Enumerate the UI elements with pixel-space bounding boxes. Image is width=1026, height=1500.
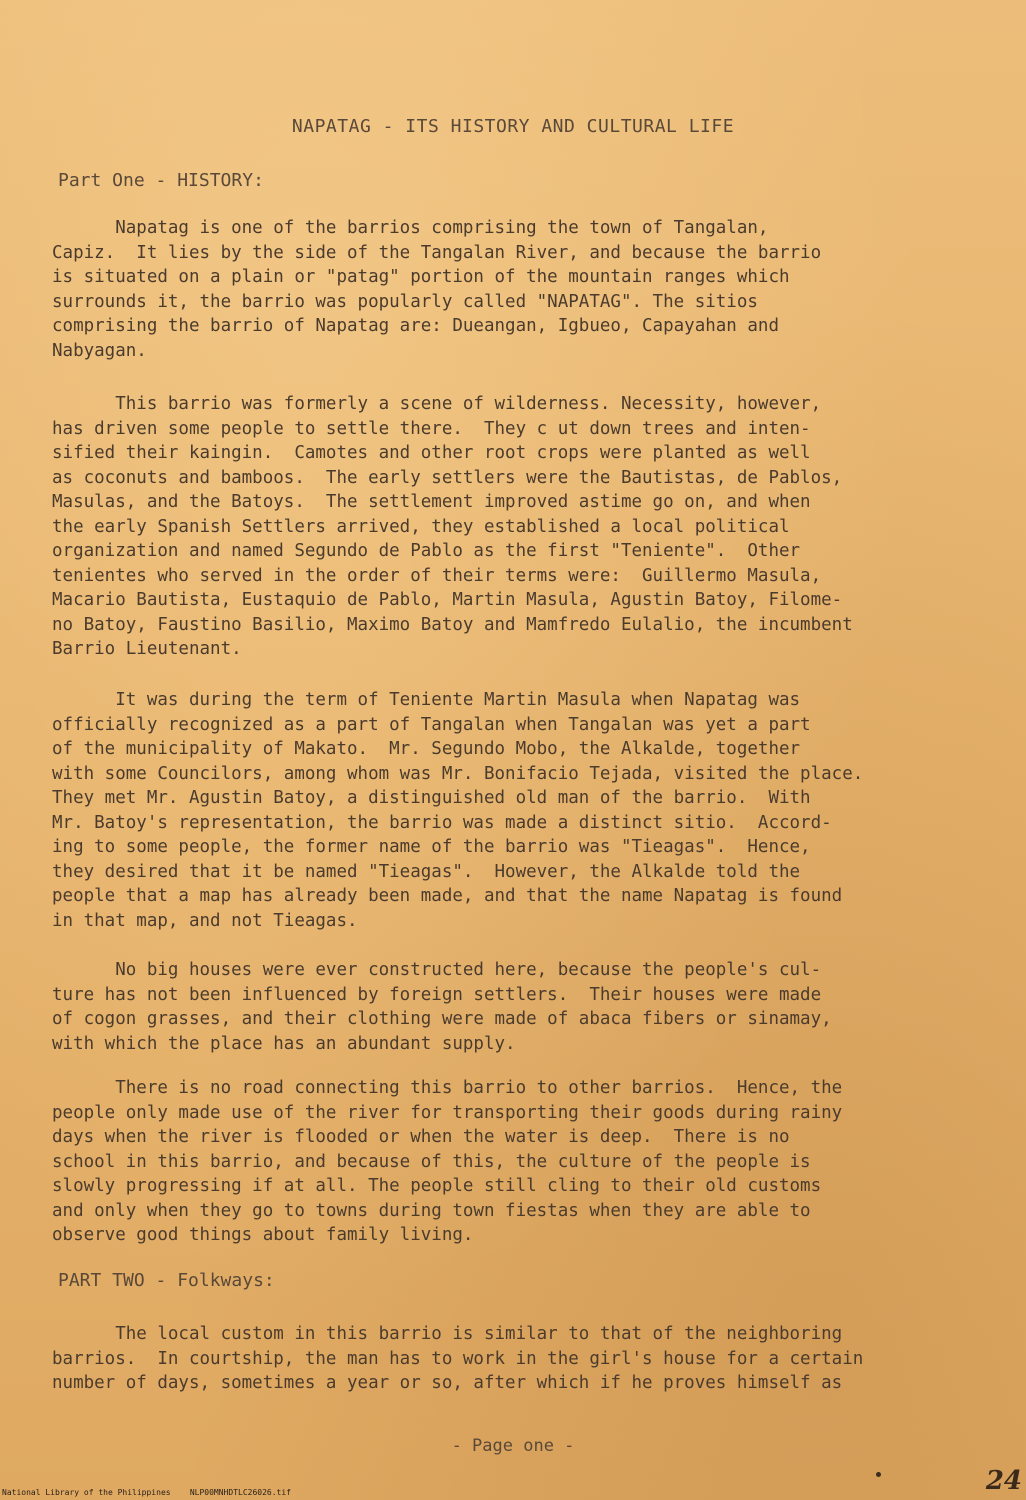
document-title: NAPATAG - ITS HISTORY AND CULTURAL LIFE [291, 116, 735, 137]
page-footer: - Page one - [451, 1436, 575, 1456]
paragraph-3: It was during the term of Teniente Martin Masula when Napatag was officially recognized as a part of Tangalan when Tangalan was yet a part of the municipality of Makato. Mr. Segundo Mobo, the Alkalde, together with some Councilors, among whom was Mr. Bonifacio Tejada, visited the place. They met Mr. Agustin Batoy, a distinguished old man of the barrio. With Mr. Batoy's representation, the barrio was made a distinct sitio. Accord- ing to some people, the former name of the barrio was "Tieagas". Hence, they desired that it be named "Tieagas". However, the Alkalde told the people that a map has already been made, and that the name Napatag is found in that map, and not Tieagas. [52, 690, 864, 931]
paragraph-6: The local custom in this barrio is similar to that of the neighboring barrios. In courtship, the man has to work in the girl's house for a certain number of days, sometimes a year or so, after which if he proves himself as [52, 1324, 864, 1393]
handwritten-page-number: 24 [985, 1466, 1022, 1496]
part-two-heading: PART TWO - Folkways: [58, 1270, 275, 1291]
paragraph-2: This barrio was formerly a scene of wilderness. Necessity, however, has driven some people to settle there. They c ut down trees and inten- sified their kaingin. Camotes and other root crops were planted as well as coconuts and bamboos. The early settlers were the Bautistas, de Pablos, Masulas, and the Batoys. The settlement improved astime go on, and when the early Spanish Settlers arrived, they established a local political organization and named Segundo de Pablo as the first "Teniente". Other tenientes who served in the order of their terms were: Guillermo Masula, Macario Bautista, Eustaquio de Pablo, Martin Masula, Agustin Batoy, Filome- no Batoy, Faustino Basilio, Maximo Batoy and Mamfredo Eulalio, the incumbent Barrio Lieutenant. [52, 394, 853, 659]
part-one-heading: Part One - HISTORY: [58, 170, 264, 191]
paragraph-4: No big houses were ever constructed here, because the people's cul- ture has not been influenced by foreign settlers. Their houses were made of cogon grasses, and their clothing were made of abaca fibers or sinamay, with which the place has an abundant supply. [52, 960, 832, 1054]
ink-spot [876, 1472, 881, 1477]
paragraph-5: There is no road connecting this barrio to other barrios. Hence, the people only made use of the river for transporting their goods during rainy days when the river is flooded or when the water is deep. There is no school in this barrio, and because of this, the culture of the people is slowly progressing if at all. The people still cling to their old customs and only when they go to towns during town fiestas when they are able to observe good things about family living. [52, 1078, 843, 1245]
archive-stamp: National Library of the Philippines NLP00MNHDTLC26026.tif [2, 1488, 291, 1497]
paragraph-1: Napatag is one of the barrios comprising the town of Tangalan, Capiz. It lies by the side of the Tangalan River, and because the barrio is situated on a plain or "patag" portion of the mountain ranges which surrounds it, the barrio was popularly called "NAPATAG". The sitios comprising the barrio of Napatag are: Dueangan, Igbueo, Capayahan and Nabyagan. [52, 218, 822, 361]
